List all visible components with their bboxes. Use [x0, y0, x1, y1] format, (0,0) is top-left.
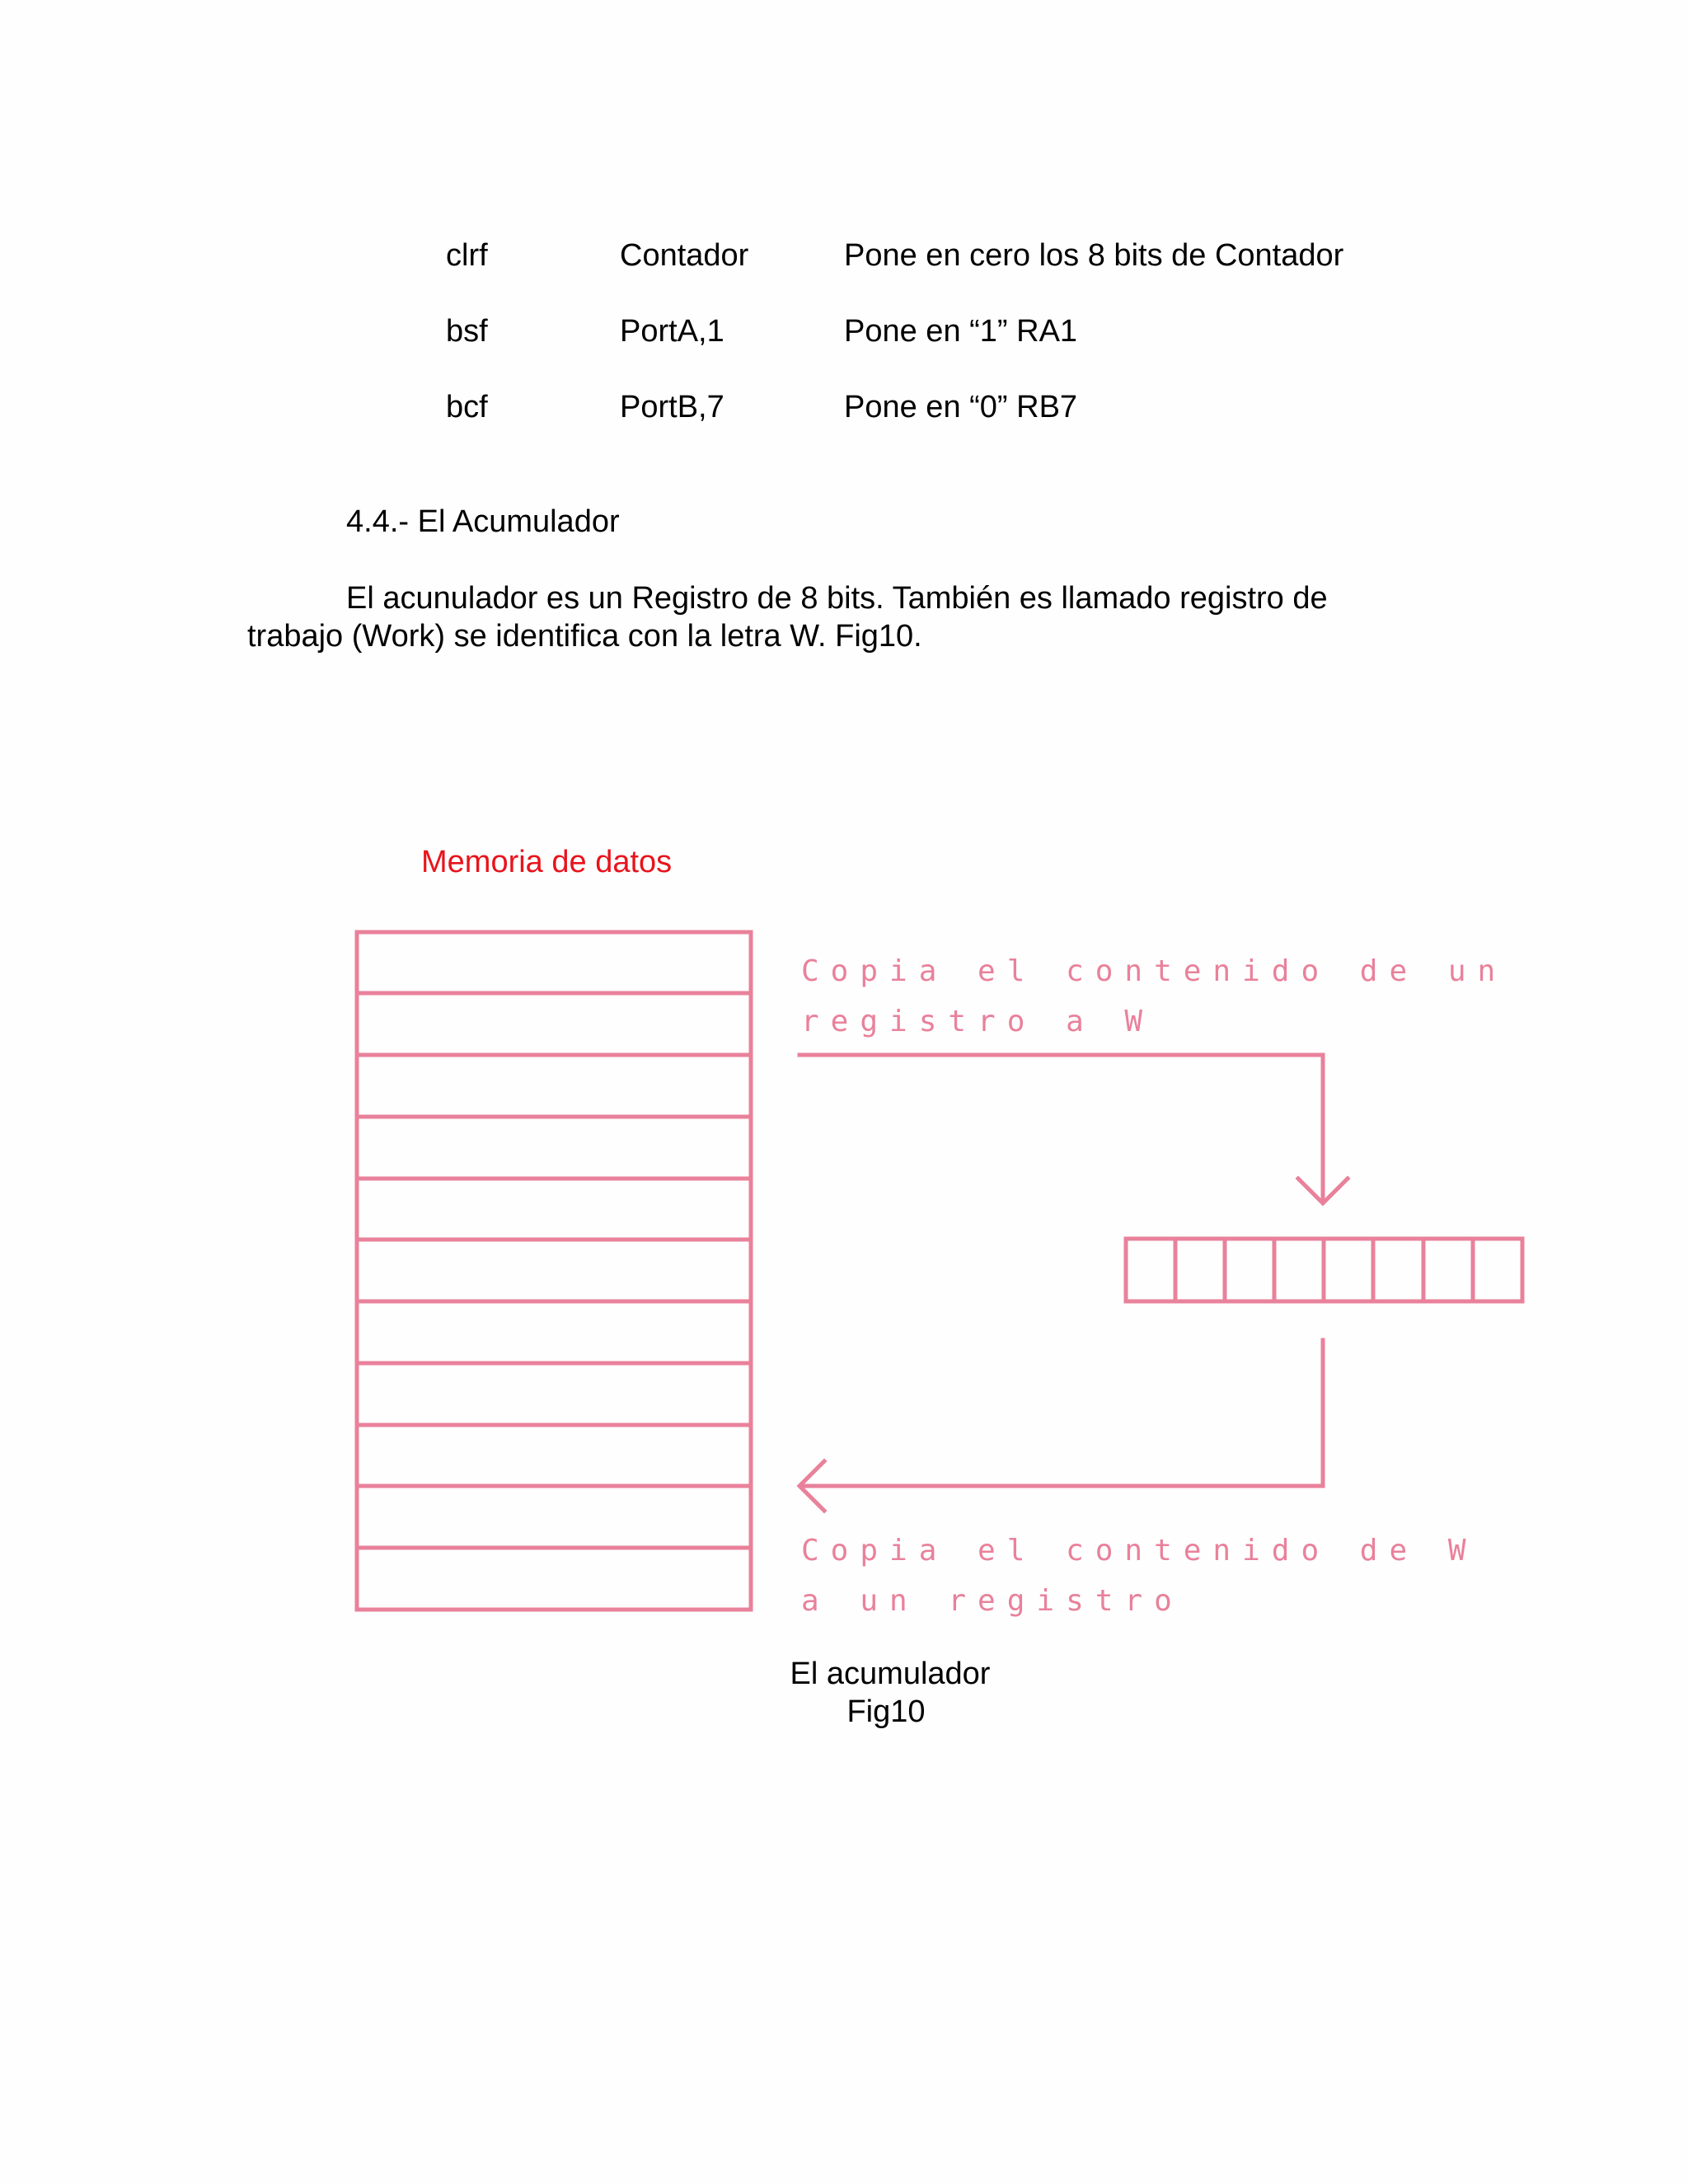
paragraph-line-1: El acunulador es un Registro de 8 bits. También es llamado registro de [346, 581, 1328, 616]
w-register [1126, 1239, 1522, 1301]
memory-block [357, 932, 751, 1610]
memory-label: Memoria de datos [421, 845, 673, 879]
note-top-line-2: registro a W [801, 1005, 1155, 1038]
instruction-mnemonic: clrf [446, 238, 488, 273]
instruction-mnemonic: bsf [446, 314, 488, 349]
note-top-line-1: Copia el contenido de un [801, 954, 1507, 988]
note-bottom-line-1: Copia el contenido de W [801, 1534, 1478, 1568]
instruction-operand: PortB,7 [620, 390, 724, 424]
instruction-operand: PortA,1 [620, 314, 724, 349]
section-title: 4.4.- El Acumulador [346, 504, 620, 539]
instruction-description: Pone en “1” RA1 [844, 314, 1078, 349]
instruction-description: Pone en cero los 8 bits de Contador [844, 238, 1344, 273]
paragraph-line-2: trabajo (Work) se identifica con la letra W. Fig10. [247, 619, 922, 654]
arrow-to-w [799, 1055, 1348, 1203]
figure-caption-title: El acumulador [790, 1657, 991, 1691]
arrow-to-memory [799, 1340, 1323, 1511]
figure-caption-number: Fig10 [846, 1694, 926, 1729]
instruction-mnemonic: bcf [446, 390, 488, 424]
note-bottom-line-2: a un registro [801, 1584, 1184, 1618]
instruction-description: Pone en “0” RB7 [844, 390, 1078, 424]
instruction-operand: Contador [620, 238, 749, 273]
